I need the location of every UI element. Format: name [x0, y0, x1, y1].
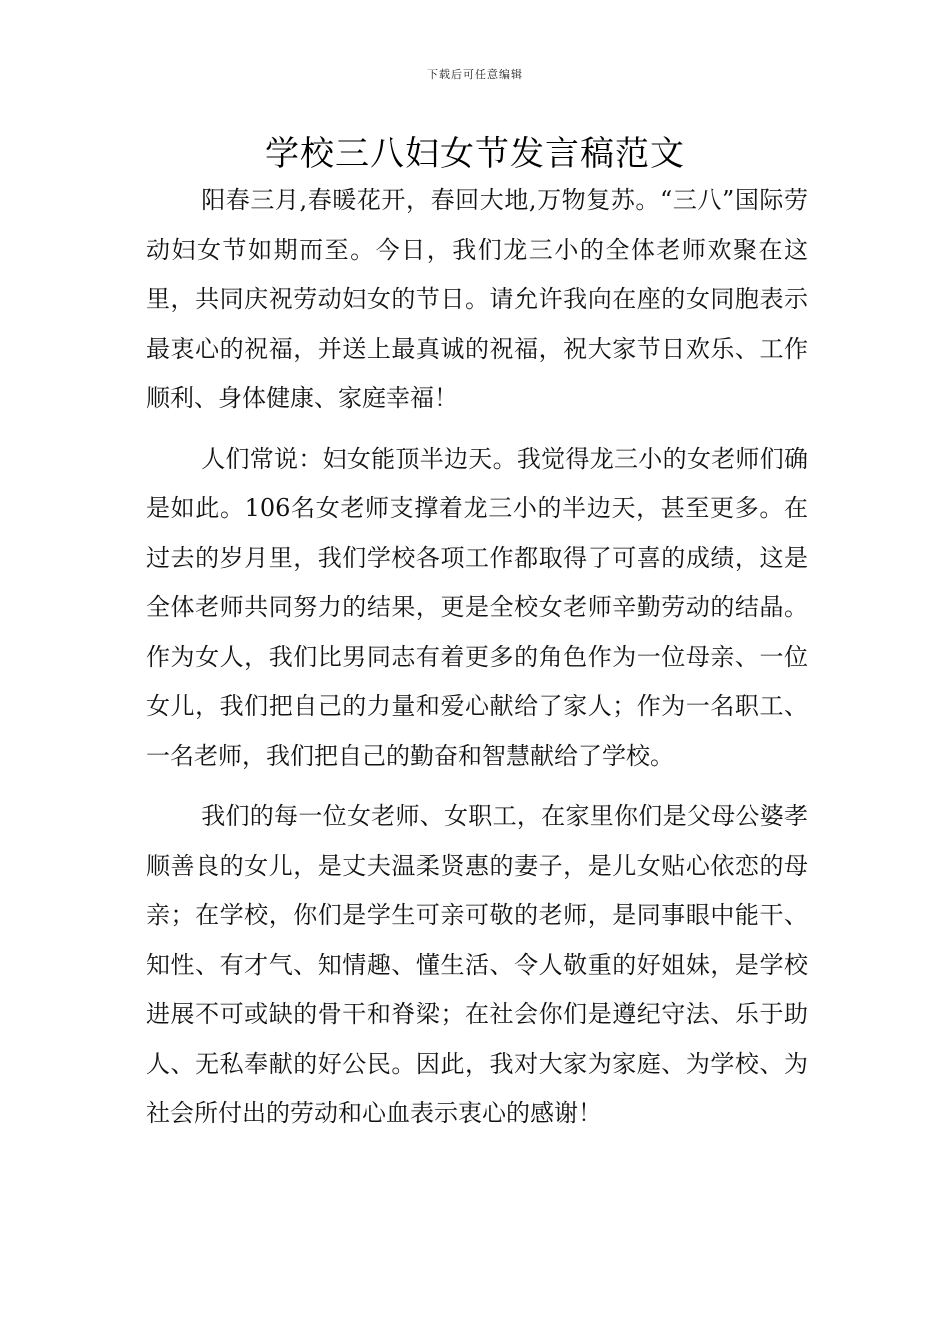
document-body	[146, 176, 808, 1150]
paragraph-3: 我们的每一位女老师、女职工，在家里你们是父母公婆孝顺善良的女儿，是丈夫温柔贤惠的妻子，是儿女贴心依恋的母亲；在学校，你们是学生可亲可敬的老师，是同事眼中能干、知性、有才气、知情趣、懂生活、令人敬重的好姐妹，是学校进展不可或缺的骨干和脊梁；在社会你们是遵纪守法、乐于助人、无私奉献的好公民。因此，我对大家为家庭、为学校、为社会所付出的劳动和心血表示衷心的感谢！	[146, 802, 808, 1127]
page-header-note: 下载后可任意编辑	[427, 68, 523, 81]
paragraph-1: 阳春三月,春暖花开，春回大地,万物复苏。“三八”国际劳动妇女节如期而至。今日，我们龙三小的全体老师欢聚在这里，共同庆祝劳动妇女的节日。请允许我向在座的女同胞表示最衷心的祝福，并送上最真诚的祝福，祝大家节日欢乐、工作顺利、身体健康、家庭幸福！	[146, 186, 808, 412]
paragraph-2: 人们常说：妇女能顶半边天。我觉得龙三小的女老师们确是如此。106名女老师支撑着龙三小的半边天，甚至更多。在过去的岁月里，我们学校各项工作都取得了可喜的成绩，这是全体老师共同努力的结果，更是全校女老师辛勤劳动的结晶。作为女人，我们比男同志有着更多的角色作为一位母亲、一位女儿，我们把自己的力量和爱心献给了家人；作为一名职工、一名老师，我们把自己的勤奋和智慧献给了学校。	[146, 444, 808, 770]
document-title: 学校三八妇女节发言稿范文	[265, 134, 685, 174]
